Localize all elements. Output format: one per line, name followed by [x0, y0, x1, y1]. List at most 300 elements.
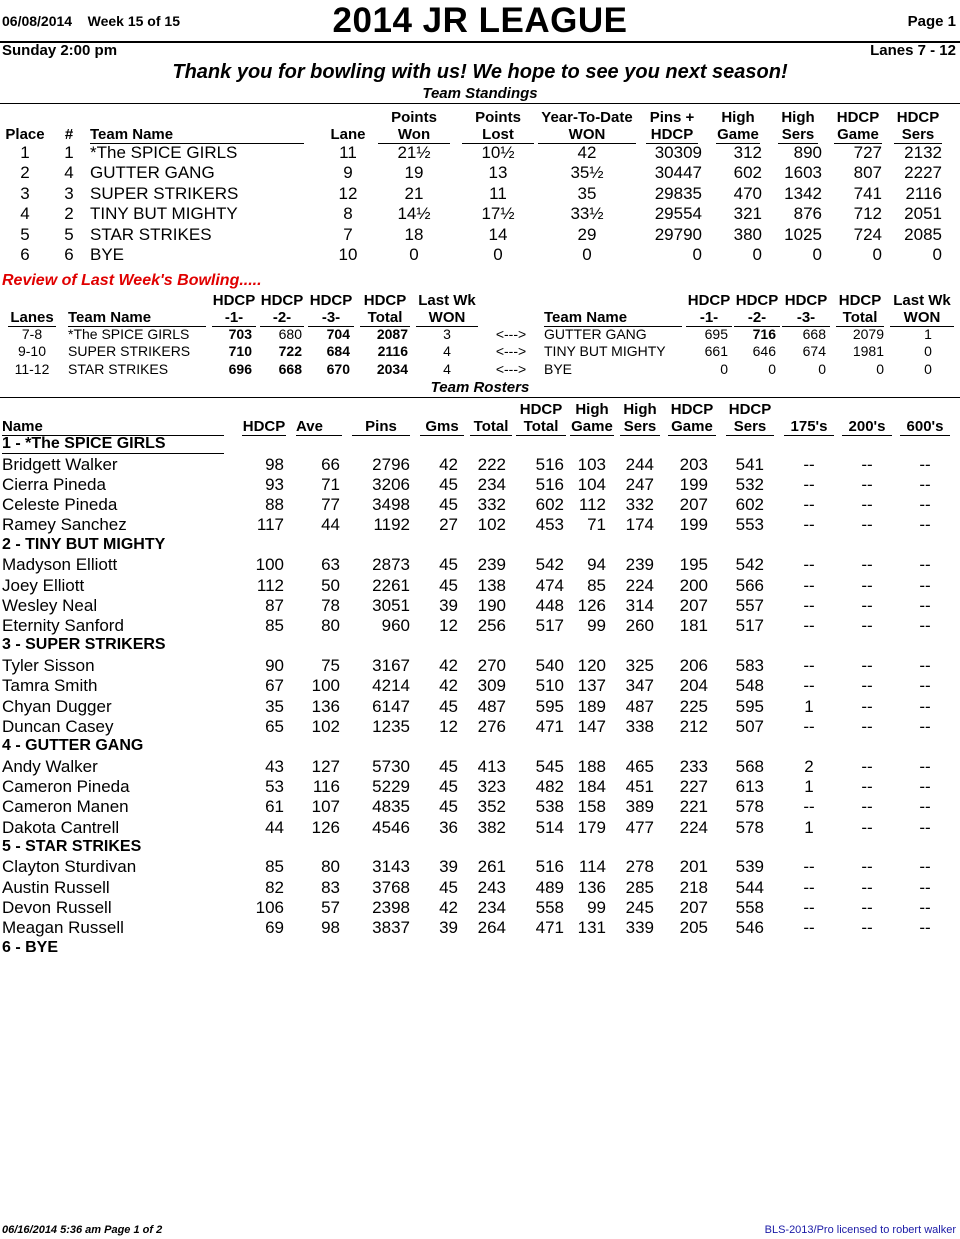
roster-hs-cell: 245 [625, 897, 654, 917]
roster-col-total: Total [470, 418, 512, 436]
review-a_team-cell: STAR STRIKES [68, 360, 169, 377]
roster-hs-cell: 244 [625, 454, 654, 474]
standings-hdg-cell: 807 [853, 163, 882, 183]
roster-hdg-cell: 203 [679, 454, 708, 474]
roster-pins-cell: 5229 [372, 776, 410, 796]
roster-pins-cell: 3768 [372, 877, 410, 897]
roster-total-cell: 243 [477, 877, 506, 897]
review-a_g2-cell: 668 [278, 360, 302, 377]
roster-player-row [0, 898, 960, 918]
roster-hg-cell: 147 [577, 716, 606, 736]
roster-gms-cell: 45 [439, 776, 458, 796]
roster-htot-cell: 602 [535, 495, 564, 515]
roster-player-row [0, 676, 960, 696]
roster-pins-cell: 5730 [372, 756, 410, 776]
roster-team-header: 2 - TINY BUT MIGHTY [2, 535, 166, 553]
roster-hdcp-cell: 100 [255, 555, 284, 575]
roster-gms-cell: 42 [439, 897, 458, 917]
roster-total-cell: 323 [477, 776, 506, 796]
roster-htot-cell: 482 [535, 776, 564, 796]
roster-htot-cell: 517 [535, 616, 564, 636]
roster-hdg-cell: 201 [679, 857, 708, 877]
roster-hdg-cell: 221 [679, 797, 708, 817]
roster-name-cell: Cameron Pineda [2, 776, 130, 796]
roster-total-cell: 276 [477, 716, 506, 736]
roster-hdg-cell: 195 [679, 555, 708, 575]
roster-hg-cell: 85 [587, 575, 606, 595]
roster-hs-cell: 285 [625, 877, 654, 897]
roster-c200-cell: -- [861, 776, 873, 796]
roster-team-header: 3 - SUPER STRIKERS [2, 636, 166, 654]
standings-won-cell: 0 [409, 245, 419, 264]
roster-c200-cell: -- [861, 616, 873, 636]
roster-hdcp-cell: 82 [265, 877, 284, 897]
roster-c200-cell: -- [861, 474, 873, 494]
roster-hg-cell: 114 [578, 857, 606, 877]
roster-player-row [0, 818, 960, 838]
roster-hdg-cell: 205 [679, 918, 708, 938]
roster-player-row [0, 576, 960, 596]
standings-rule [0, 103, 960, 104]
standings-hds-cell: 2085 [904, 224, 942, 244]
col-lost-top: Points [475, 109, 521, 126]
review-col-bg2: -2- [734, 309, 780, 327]
col-pins: HDCP [646, 126, 698, 144]
roster-c600-cell: -- [919, 797, 931, 817]
roster-col-htot: Total [516, 418, 566, 436]
roster-ave-cell: 44 [321, 515, 340, 535]
standings-hg-cell: 321 [733, 204, 762, 224]
roster-hg-cell: 126 [577, 595, 606, 615]
roster-col-gms: Gms [420, 418, 464, 436]
review-a_g1-cell: 696 [228, 360, 252, 377]
roster-col-hds-top: HDCP [728, 401, 772, 418]
roster-c175-cell: -- [803, 797, 815, 817]
standings-hdg-cell: 0 [872, 245, 882, 264]
roster-ave-cell: 63 [321, 555, 340, 575]
roster-player-row [0, 495, 960, 515]
standings-hds-cell: 2227 [904, 163, 942, 183]
roster-hdcp-cell: 85 [265, 616, 284, 636]
standings-won-cell: 21 [404, 183, 424, 203]
col-lost: Lost [462, 126, 534, 144]
roster-hg-cell: 136 [577, 877, 606, 897]
roster-c200-cell: -- [861, 655, 873, 675]
review-col-g1: -1- [212, 309, 256, 327]
roster-hds-cell: 507 [735, 716, 764, 736]
roster-hdg-cell: 200 [679, 575, 708, 595]
roster-hdcp-cell: 88 [265, 495, 284, 515]
roster-hds-cell: 541 [735, 454, 764, 474]
roster-hds-cell: 595 [735, 696, 764, 716]
col-ytd-top: Year-To-Date [541, 109, 633, 126]
roster-htot-cell: 516 [535, 857, 564, 877]
roster-team-header: 5 - STAR STRIKES [2, 837, 142, 855]
standings-lane-cell: 8 [343, 204, 353, 224]
standings-lost-cell: 13 [488, 163, 508, 183]
standings-num-cell: 5 [64, 224, 74, 244]
roster-player-row [0, 455, 960, 475]
review-b_g3-cell: 0 [818, 360, 826, 377]
roster-c175-cell: -- [803, 716, 815, 736]
col-hg: Game [717, 126, 759, 143]
standings-row [0, 225, 960, 245]
roster-hg-cell: 94 [587, 555, 606, 575]
roster-hdg-cell: 204 [679, 676, 708, 696]
roster-hdg-cell: 207 [679, 495, 708, 515]
roster-hs-cell: 260 [625, 616, 654, 636]
roster-player-row [0, 918, 960, 938]
roster-c600-cell: -- [919, 776, 931, 796]
standings-pins-cell: 0 [692, 245, 702, 264]
roster-pins-cell: 3837 [372, 918, 410, 938]
roster-player-row [0, 616, 960, 636]
roster-name-cell: Ramey Sanchez [2, 515, 127, 535]
roster-hds-cell: 578 [735, 817, 764, 837]
review-b_g3-cell: 668 [802, 326, 826, 342]
roster-c600-cell: -- [919, 918, 931, 938]
review-a_tot-cell: 2034 [376, 360, 408, 377]
roster-hg-cell: 99 [587, 897, 606, 917]
roster-htot-cell: 510 [535, 676, 564, 696]
roster-c600-cell: -- [919, 515, 931, 535]
col-won: Won [378, 126, 450, 144]
review-col-bg3: -3- [782, 309, 830, 327]
standings-team-cell: TINY BUT MIGHTY [90, 204, 238, 224]
lanes-range: Lanes 7 - 12 [870, 42, 956, 59]
review-b_g1-cell: 695 [704, 326, 728, 342]
roster-htot-cell: 453 [535, 515, 564, 535]
roster-hds-cell: 583 [735, 655, 764, 675]
roster-c600-cell: -- [919, 555, 931, 575]
roster-hg-cell: 179 [577, 817, 606, 837]
standings-lane-cell: 11 [339, 143, 357, 162]
standings-place-cell: 1 [20, 143, 30, 162]
roster-name-cell: Cierra Pineda [2, 474, 106, 494]
review-row [0, 343, 960, 360]
license-text: BLS-2013/Pro licensed to robert walker [764, 1224, 956, 1236]
review-a_g2-cell: 680 [278, 326, 302, 342]
header-rule [0, 41, 960, 43]
roster-player-row [0, 797, 960, 817]
roster-c200-cell: -- [861, 555, 873, 575]
standings-num-cell: 1 [64, 143, 74, 162]
standings-hg-cell: 0 [752, 245, 762, 264]
roster-hds-cell: 568 [735, 756, 764, 776]
standings-ytd-cell: 35½ [570, 163, 604, 183]
standings-pins-cell: 30309 [654, 143, 702, 162]
roster-htot-cell: 514 [535, 817, 564, 837]
review-a_g2-cell: 722 [278, 343, 302, 360]
roster-total-cell: 234 [477, 897, 506, 917]
standings-row [0, 204, 960, 224]
roster-col-name: Name [2, 418, 224, 436]
standings-won-cell: 19 [404, 163, 424, 183]
roster-player-row [0, 757, 960, 777]
roster-name-cell: Devon Russell [2, 897, 112, 917]
review-col-won: WON [416, 309, 478, 327]
standings-hds-cell: 0 [932, 245, 942, 264]
review-col-bg2-top: HDCP [735, 292, 779, 309]
roster-pins-cell: 4214 [372, 676, 410, 696]
col-hds: Sers [894, 126, 942, 144]
roster-pins-cell: 960 [381, 616, 410, 636]
roster-hdg-cell: 207 [679, 897, 708, 917]
standings-ytd-cell: 33½ [570, 204, 604, 224]
review-lanes-cell: 7-8 [21, 326, 43, 342]
roster-ave-cell: 66 [321, 454, 340, 474]
roster-hdg-cell: 224 [679, 817, 708, 837]
standings-team-cell: GUTTER GANG [90, 163, 215, 183]
roster-hs-cell: 451 [625, 776, 654, 796]
col-hdg: Game [834, 126, 882, 144]
roster-hg-cell: 104 [577, 474, 606, 494]
roster-player-row [0, 777, 960, 797]
standings-hs-cell: 876 [793, 204, 822, 224]
roster-c200-cell: -- [861, 676, 873, 696]
roster-c200-cell: -- [861, 918, 873, 938]
standings-place-cell: 6 [20, 245, 30, 264]
review-b_g3-cell: 674 [802, 343, 826, 360]
col-hds-top: HDCP [896, 109, 940, 126]
col-hg-top: High [721, 109, 755, 126]
roster-hdcp-cell: 53 [265, 776, 284, 796]
roster-htot-cell: 471 [535, 918, 564, 938]
roster-ave-cell: 57 [321, 897, 340, 917]
roster-hdg-cell: 218 [679, 877, 708, 897]
roster-c175-cell: -- [803, 595, 815, 615]
roster-player-row [0, 878, 960, 898]
roster-hs-cell: 347 [625, 676, 654, 696]
roster-total-cell: 264 [477, 918, 506, 938]
review-col-g1-top: HDCP [212, 292, 256, 309]
roster-hdcp-cell: 85 [265, 857, 284, 877]
review-col-bwon-top: Last Wk [893, 292, 951, 309]
roster-name-cell: Cameron Manen [2, 797, 129, 817]
roster-ave-cell: 78 [321, 595, 340, 615]
thank-you-message: Thank you for bowling with us! We hope to see you next season! [172, 61, 788, 83]
review-col-g3-top: HDCP [309, 292, 353, 309]
league-title: 2014 JR LEAGUE [332, 1, 628, 40]
standings-lane-cell: 9 [343, 163, 353, 183]
roster-hds-cell: 602 [735, 495, 764, 515]
roster-hs-cell: 247 [625, 474, 654, 494]
review-col-bg1-top: HDCP [687, 292, 731, 309]
roster-hs-cell: 332 [625, 495, 654, 515]
review-b_won-cell: 0 [924, 360, 932, 377]
standings-place-cell: 4 [20, 204, 30, 224]
roster-gms-cell: 42 [439, 454, 458, 474]
roster-col-c175: 175's [784, 418, 834, 436]
roster-hdg-cell: 227 [679, 776, 708, 796]
standings-team-cell: STAR STRIKES [90, 224, 212, 244]
roster-hs-cell: 224 [625, 575, 654, 595]
standings-lane-cell: 10 [338, 245, 358, 264]
col-team: Team Name [90, 126, 304, 144]
roster-total-cell: 332 [477, 495, 506, 515]
roster-player-row [0, 555, 960, 575]
roster-name-cell: Chyan Dugger [2, 696, 112, 716]
roster-htot-cell: 474 [535, 575, 564, 595]
roster-c600-cell: -- [919, 696, 931, 716]
col-place: Place [5, 126, 45, 143]
roster-hdcp-cell: 98 [265, 454, 284, 474]
roster-pins-cell: 1192 [373, 515, 410, 535]
roster-c200-cell: -- [861, 897, 873, 917]
standings-hs-cell: 1342 [784, 183, 822, 203]
roster-col-hdg-top: HDCP [670, 401, 714, 418]
roster-ave-cell: 75 [321, 655, 340, 675]
standings-pins-cell: 30447 [654, 163, 702, 183]
roster-c200-cell: -- [861, 877, 873, 897]
roster-hds-cell: 553 [735, 515, 764, 535]
review-a_team-cell: *The SPICE GIRLS [68, 326, 190, 342]
review-b_team-cell: GUTTER GANG [544, 326, 647, 342]
print-timestamp: 06/16/2014 5:36 am Page 1 of 2 [2, 1224, 163, 1236]
roster-total-cell: 352 [477, 797, 506, 817]
roster-c200-cell: -- [861, 716, 873, 736]
roster-hdg-cell: 207 [679, 595, 708, 615]
roster-name-cell: Austin Russell [2, 877, 110, 897]
review-a_g3-cell: 704 [326, 326, 350, 342]
review-col-bg1: -1- [686, 309, 732, 327]
review-a_g1-cell: 703 [228, 326, 252, 342]
roster-total-cell: 190 [477, 595, 506, 615]
roster-name-cell: Clayton Sturdivan [2, 857, 137, 877]
standings-won-cell: 21½ [397, 143, 431, 162]
standings-pins-cell: 29835 [654, 183, 702, 203]
standings-num-cell: 4 [64, 163, 74, 183]
roster-col-hs: Sers [620, 418, 660, 436]
roster-name-cell: Meagan Russell [2, 918, 124, 938]
roster-htot-cell: 540 [535, 655, 564, 675]
roster-hdg-cell: 233 [679, 756, 708, 776]
roster-hg-cell: 189 [577, 696, 606, 716]
review-b_g2-cell: 0 [768, 360, 776, 377]
roster-total-cell: 239 [477, 555, 506, 575]
roster-col-hds: Sers [726, 418, 774, 436]
roster-hdg-cell: 206 [679, 655, 708, 675]
roster-c175-cell: 1 [804, 817, 814, 837]
roster-hdcp-cell: 87 [265, 595, 284, 615]
roster-hdcp-cell: 90 [265, 655, 284, 675]
standings-row [0, 163, 960, 183]
col-lane: Lane [330, 126, 366, 143]
roster-total-cell: 138 [477, 575, 506, 595]
review-b_won-cell: 1 [924, 326, 932, 342]
roster-hdg-cell: 199 [679, 515, 708, 535]
roster-name-cell: Joey Elliott [2, 575, 85, 595]
roster-name-cell: Dakota Cantrell [2, 817, 120, 837]
roster-c600-cell: -- [919, 897, 931, 917]
roster-ave-cell: 77 [321, 495, 340, 515]
roster-hds-cell: 557 [735, 595, 764, 615]
roster-name-cell: Tyler Sisson [2, 655, 95, 675]
roster-name-cell: Celeste Pineda [2, 495, 118, 515]
standings-lost-cell: 10½ [481, 143, 515, 162]
roster-c175-cell: -- [803, 555, 815, 575]
review-b_won-cell: 0 [924, 343, 932, 360]
standings-won-cell: 14½ [397, 204, 431, 224]
standings-place-cell: 5 [20, 224, 30, 244]
standings-place-cell: 2 [20, 163, 30, 183]
roster-hdg-cell: 199 [679, 474, 708, 494]
roster-hdg-cell: 181 [679, 616, 708, 636]
roster-c600-cell: -- [919, 817, 931, 837]
roster-pins-cell: 3206 [372, 474, 410, 494]
review-col-won-top: Last Wk [418, 292, 476, 309]
roster-gms-cell: 42 [439, 655, 458, 675]
roster-c175-cell: -- [803, 877, 815, 897]
roster-c175-cell: 2 [804, 756, 814, 776]
standings-hdg-cell: 724 [853, 224, 882, 244]
roster-hg-cell: 112 [578, 495, 606, 515]
roster-htot-cell: 471 [535, 716, 564, 736]
roster-c200-cell: -- [861, 495, 873, 515]
review-b_tot-cell: 1981 [852, 343, 884, 360]
roster-c200-cell: -- [861, 454, 873, 474]
standings-hs-cell: 1025 [784, 224, 822, 244]
roster-hg-cell: 188 [577, 756, 606, 776]
roster-htot-cell: 489 [535, 877, 564, 897]
roster-c600-cell: -- [919, 474, 931, 494]
standings-row [0, 184, 960, 204]
roster-player-row [0, 717, 960, 737]
roster-player-row [0, 475, 960, 495]
review-col-btot-top: HDCP [838, 292, 882, 309]
week-indicator: Week 15 of 15 [87, 13, 180, 29]
roster-hdcp-cell: 69 [265, 918, 284, 938]
review-col-g3: -3- [308, 309, 354, 327]
roster-hdcp-cell: 93 [265, 474, 284, 494]
rosters-title: Team Rosters [430, 379, 530, 396]
roster-ave-cell: 100 [311, 676, 340, 696]
roster-col-hdg: Game [668, 418, 716, 436]
roster-col-c600: 600's [900, 418, 950, 436]
roster-hg-cell: 158 [577, 797, 606, 817]
roster-col-pins: Pins [352, 418, 410, 436]
roster-gms-cell: 39 [439, 595, 458, 615]
roster-gms-cell: 45 [439, 474, 458, 494]
roster-hs-cell: 477 [625, 817, 654, 837]
standings-hdg-cell: 741 [853, 183, 882, 203]
review-b_g2-cell: 716 [752, 326, 776, 342]
standings-team-cell: BYE [90, 245, 125, 264]
roster-hds-cell: 548 [735, 676, 764, 696]
col-ytd: WON [538, 126, 636, 144]
standings-team-cell: SUPER STRIKERS [90, 183, 239, 203]
roster-c200-cell: -- [861, 696, 873, 716]
standings-won-cell: 18 [404, 224, 424, 244]
roster-col-hdcp: HDCP [242, 418, 286, 435]
standings-ytd-cell: 29 [577, 224, 597, 244]
roster-ave-cell: 127 [311, 756, 340, 776]
roster-total-cell: 309 [477, 676, 506, 696]
roster-hs-cell: 278 [625, 857, 654, 877]
roster-hds-cell: 544 [735, 877, 764, 897]
roster-total-cell: 261 [477, 857, 506, 877]
roster-c600-cell: -- [919, 676, 931, 696]
roster-player-row [0, 515, 960, 535]
roster-ave-cell: 80 [321, 616, 340, 636]
roster-c200-cell: -- [861, 515, 873, 535]
roster-hdcp-cell: 65 [265, 716, 284, 736]
review-col-bteam: Team Name [544, 309, 682, 327]
day-time: Sunday 2:00 pm [2, 42, 118, 59]
roster-name-cell: Bridgett Walker [2, 454, 118, 474]
roster-pins-cell: 3167 [372, 655, 410, 675]
roster-ave-cell: 83 [321, 877, 340, 897]
